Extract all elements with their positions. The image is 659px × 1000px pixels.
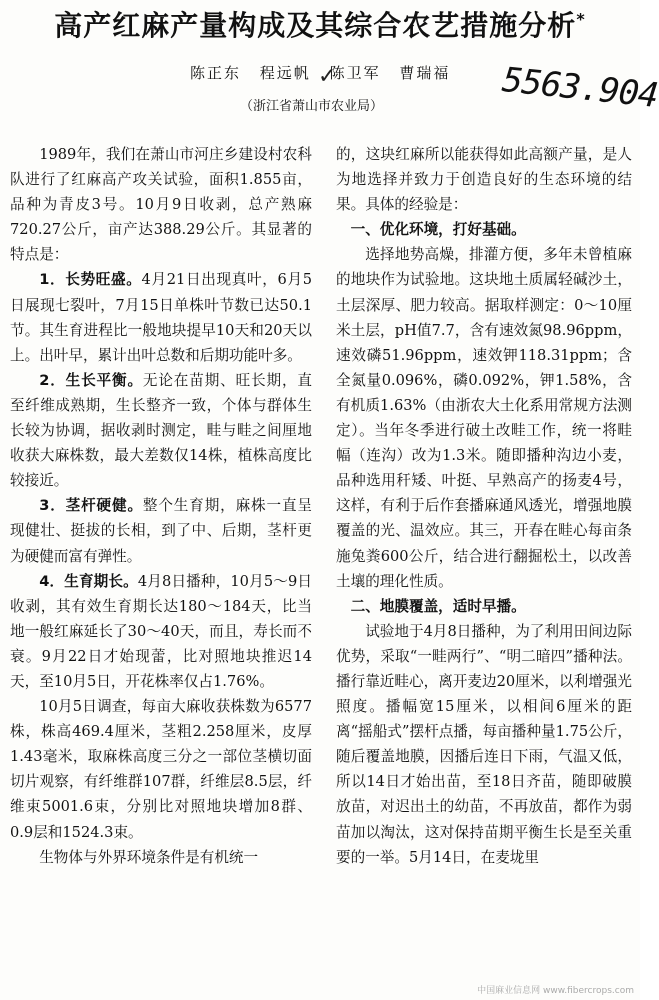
site-watermark: 中国麻业信息网 www.fibercrops.com — [477, 986, 634, 996]
paragraph: 10月5日调查，每亩大麻收获株数为6577株，株高469.4厘米，茎粗2.258厘米，皮厚1.43毫米，取麻株高度三分之一部位茎横切面切片观察，有纤维群107群，纤维层8.5层，纤维束5001.6束，分别比对照地块增加8群、0.9层和1524.3束。 — [10, 698, 312, 841]
paragraph: 2．生长平衡。无论在苗期、旺长期，直至纤维成熟期，生长整齐一致，个体与群体生长较为协调，据收剥时测定，畦与畦之间厘地收获大麻株数，最大差数仅14株，植株高度比较接近。 — [10, 371, 312, 490]
section-heading: 一、优化环境，打好基础。 — [350, 221, 526, 239]
paragraph: 试验地于4月8日播种，为了利用田间边际优势，采取“一畦两行”、“明二暗四”播种法。播行靠近畦心，离开麦边20厘米，以利增强光照度。播幅宽15厘米，以相间6厘米的距离“摇船式”摆杆点播，每亩播种量1.75公斤，随后覆盖地膜，因播后连日下雨，气温又低，所以14日才始出苗，至18日齐苗，随即破膜放苗，对迟出土的幼苗，不再放苗，都作为弱苗加以淘汰，这对保持苗期平衡生长是至关重要的一举。5月14日，在麦垅里 — [336, 622, 632, 866]
paragraph-heading: 2．生长平衡。 — [39, 371, 143, 389]
paragraph: 生物体与外界环境条件是有机统一 — [39, 848, 259, 866]
paragraph: 3．茎杆硬健。整个生育期，麻株一直呈现健壮、挺拔的长相，到了中、后期，茎杆更为硬健而富有弹性。 — [10, 497, 312, 565]
article-title: 高产红麻产量构成及其综合农艺措施分析* — [54, 9, 586, 42]
author-affiliation: （浙江省萧山市农业局） — [240, 99, 384, 114]
left-column — [10, 142, 312, 870]
title-footnote-mark: * — [576, 9, 586, 29]
paragraph-heading: 3．茎杆硬健。 — [39, 497, 143, 515]
paragraph: 4．生育期长。4月8日播种，10月5～9日收剥，其有效生育期长达180～184天，比当地一般红麻延长了30～40天，而且，寿长而不衰。9月22日才始现蕾，比对照地块推迟14天，至10月5日，开花株率仅占1.76%。 — [10, 572, 312, 690]
author-name: 程远帆 — [259, 64, 311, 82]
right-column — [336, 142, 632, 870]
author-name: 陈卫军 — [329, 64, 381, 82]
section-heading: 二、地膜覆盖，适时早播。 — [350, 597, 526, 615]
paragraph: 1．长势旺盛。4月21日出现真叶，6月5日展现七裂叶，7月15日单株叶节数已达50.1节。其生育进程比一般地块提早10天和20天以上。出叶早，累计出叶总数和后期功能叶多。 — [10, 271, 312, 364]
author-name: 陈正东 — [190, 64, 242, 82]
paragraph-heading: 4．生育期长。 — [39, 572, 138, 590]
handwritten-check-mark: ✓ — [318, 64, 337, 89]
author-list — [190, 62, 490, 83]
paragraph: 1989年，我们在萧山市河庄乡建设村农科队进行了红麻高产攻关试验，面积1.855亩，品种为青皮3号。10月9日收剥，总产熟麻720.27公斤，亩产达388.29公斤。其显著的特点是： — [10, 146, 312, 264]
paragraph-heading: 1．长势旺盛。 — [39, 271, 142, 289]
paragraph: 的，这块红麻所以能获得如此高额产量，是人为地选择并致力于创造良好的生态环境的结果。具体的经验是： — [336, 146, 632, 214]
handwritten-code: 5563.904 — [500, 59, 659, 117]
paragraph: 选择地势高燥，排灌方便，多年未曾植麻的地块作为试验地。这块地土质属轻碱沙土，土层深厚、肥力较高。据取样测定：0～10厘米土层，pH值7.7，含有速效氮98.96ppm，速效磷51.96ppm，速效钾118.31ppm；含全氮量0.096%，磷0.092%，钾1.58%，含有机质1.63%（由浙农大土化系用常规方法测定）。当年冬季进行破土改畦工作，统一将畦幅（连沟）改为1.3米。随即播种沟边小麦，品种选用秆矮、叶挺、早熟高产的扬麦4号，这样，有利于后作套播麻通风透光，增强地膜覆盖的光、温效应。其三，开春在畦心每亩条施兔粪600公斤，结合进行翻掘松土，以改善土壤的理化性质。 — [336, 246, 632, 590]
author-name: 曹瑞福 — [399, 64, 451, 82]
